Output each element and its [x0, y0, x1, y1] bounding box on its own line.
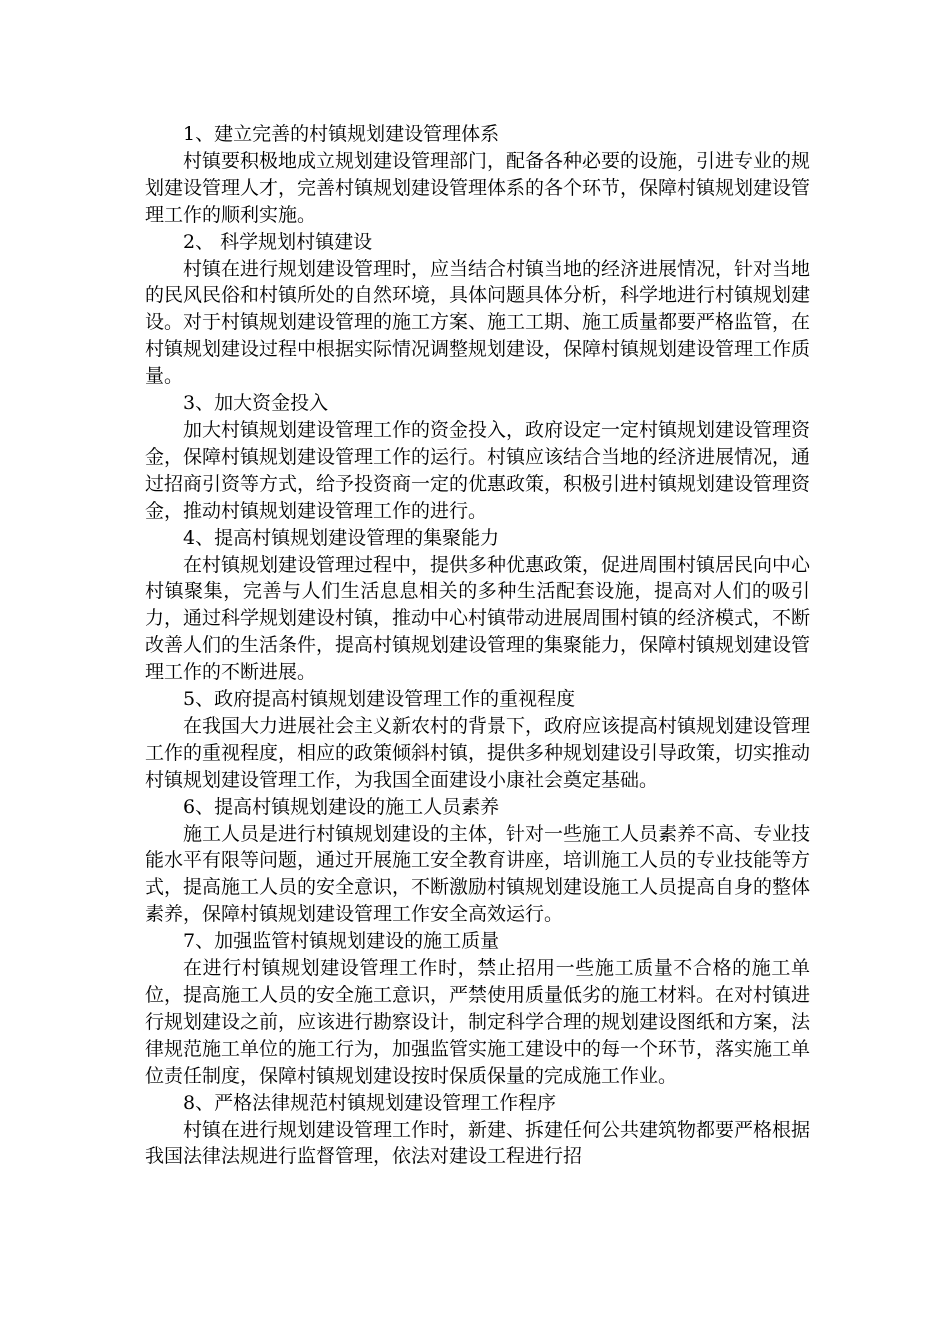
document-page	[145, 121, 810, 1170]
section-5-heading: 5、政府提高村镇规划建设管理工作的重视程度	[183, 688, 576, 711]
section-6-body: 施工人员是进行村镇规划建设的主体，针对一些施工人员素养不高、专业技能水平有限等问题，通过开展施工安全教育讲座，培训施工人员的专业技能等方式，提高施工人员的安全意识，不断激励村镇规划建设施工人员提高自身的整体素养，保障村镇规划建设管理工作安全高效运行。	[145, 822, 811, 926]
section-6-heading: 6、提高村镇规划建设的施工人员素养	[183, 795, 500, 818]
section-4-heading: 4、提高村镇规划建设管理的集聚能力	[183, 526, 500, 549]
section-2-body: 村镇在进行规划建设管理时，应当结合村镇当地的经济进展情况，针对当地的民风民俗和村镇所处的自然环境，具体问题具体分析，科学地进行村镇规划建设。对于村镇规划建设管理的施工方案、施工工期、施工质量都要严格监管，在村镇规划建设过程中根据实际情况调整规划建设，保障村镇规划建设管理工作质量。	[145, 257, 811, 388]
section-7-body: 在进行村镇规划建设管理工作时，禁止招用一些施工质量不合格的施工单位，提高施工人员的安全施工意识，严禁使用质量低劣的施工材料。在对村镇进行规划建设之前，应该进行勘察设计，制定科学合理的规划建设图纸和方案，法律规范施工单位的施工行为，加强监管实施工建设中的每一个环节，落实施工单位责任制度，保障村镇规划建设按时保质保量的完成施工作业。	[145, 957, 811, 1087]
section-7-heading: 7、加强监管村镇规划建设的施工质量	[183, 930, 500, 953]
section-5-body: 在我国大力进展社会主义新农村的背景下，政府应该提高村镇规划建设管理工作的重视程度，相应的政策倾斜村镇，提供多种规划建设引导政策，切实推动村镇规划建设管理工作，为我国全面建设小康社会奠定基础。	[145, 714, 811, 791]
section-1-heading: 1、建立完善的村镇规划建设管理体系	[183, 123, 500, 145]
section-3-heading: 3、加大资金投入	[183, 392, 329, 415]
section-4-body: 在村镇规划建设管理过程中，提供多种优惠政策，促进周围村镇居民向中心村镇聚集，完善与人们生活息息相关的多种生活配套设施，提高对人们的吸引力，通过科学规划建设村镇，推动中心村镇带动进展周围村镇的经济模式，不断改善人们的生活条件，提高村镇规划建设管理的集聚能力，保障村镇规划建设管理工作的不断进展。	[145, 553, 811, 684]
section-8-heading: 8、严格法律规范村镇规划建设管理工作程序	[183, 1091, 557, 1114]
section-3-body: 加大村镇规划建设管理工作的资金投入，政府设定一定村镇规划建设管理资金，保障村镇规划建设管理工作的运行。村镇应该结合当地的经济进展情况，通过招商引资等方式，给予投资商一定的优惠政策，积极引进村镇规划建设管理资金，推动村镇规划建设管理工作的进行。	[145, 418, 811, 522]
section-2-heading: 2、 科学规划村镇建设	[183, 230, 373, 253]
section-1-body: 村镇要积极地成立规划建设管理部门，配备各种必要的设施，引进专业的规划建设管理人才，完善村镇规划建设管理体系的各个环节，保障村镇规划建设管理工作的顺利实施。	[145, 149, 811, 226]
section-8-body: 村镇在进行规划建设管理工作时，新建、拆建任何公共建筑物都要严格根据我国法律法规进行监督管理，依法对建设工程进行招	[145, 1118, 811, 1168]
